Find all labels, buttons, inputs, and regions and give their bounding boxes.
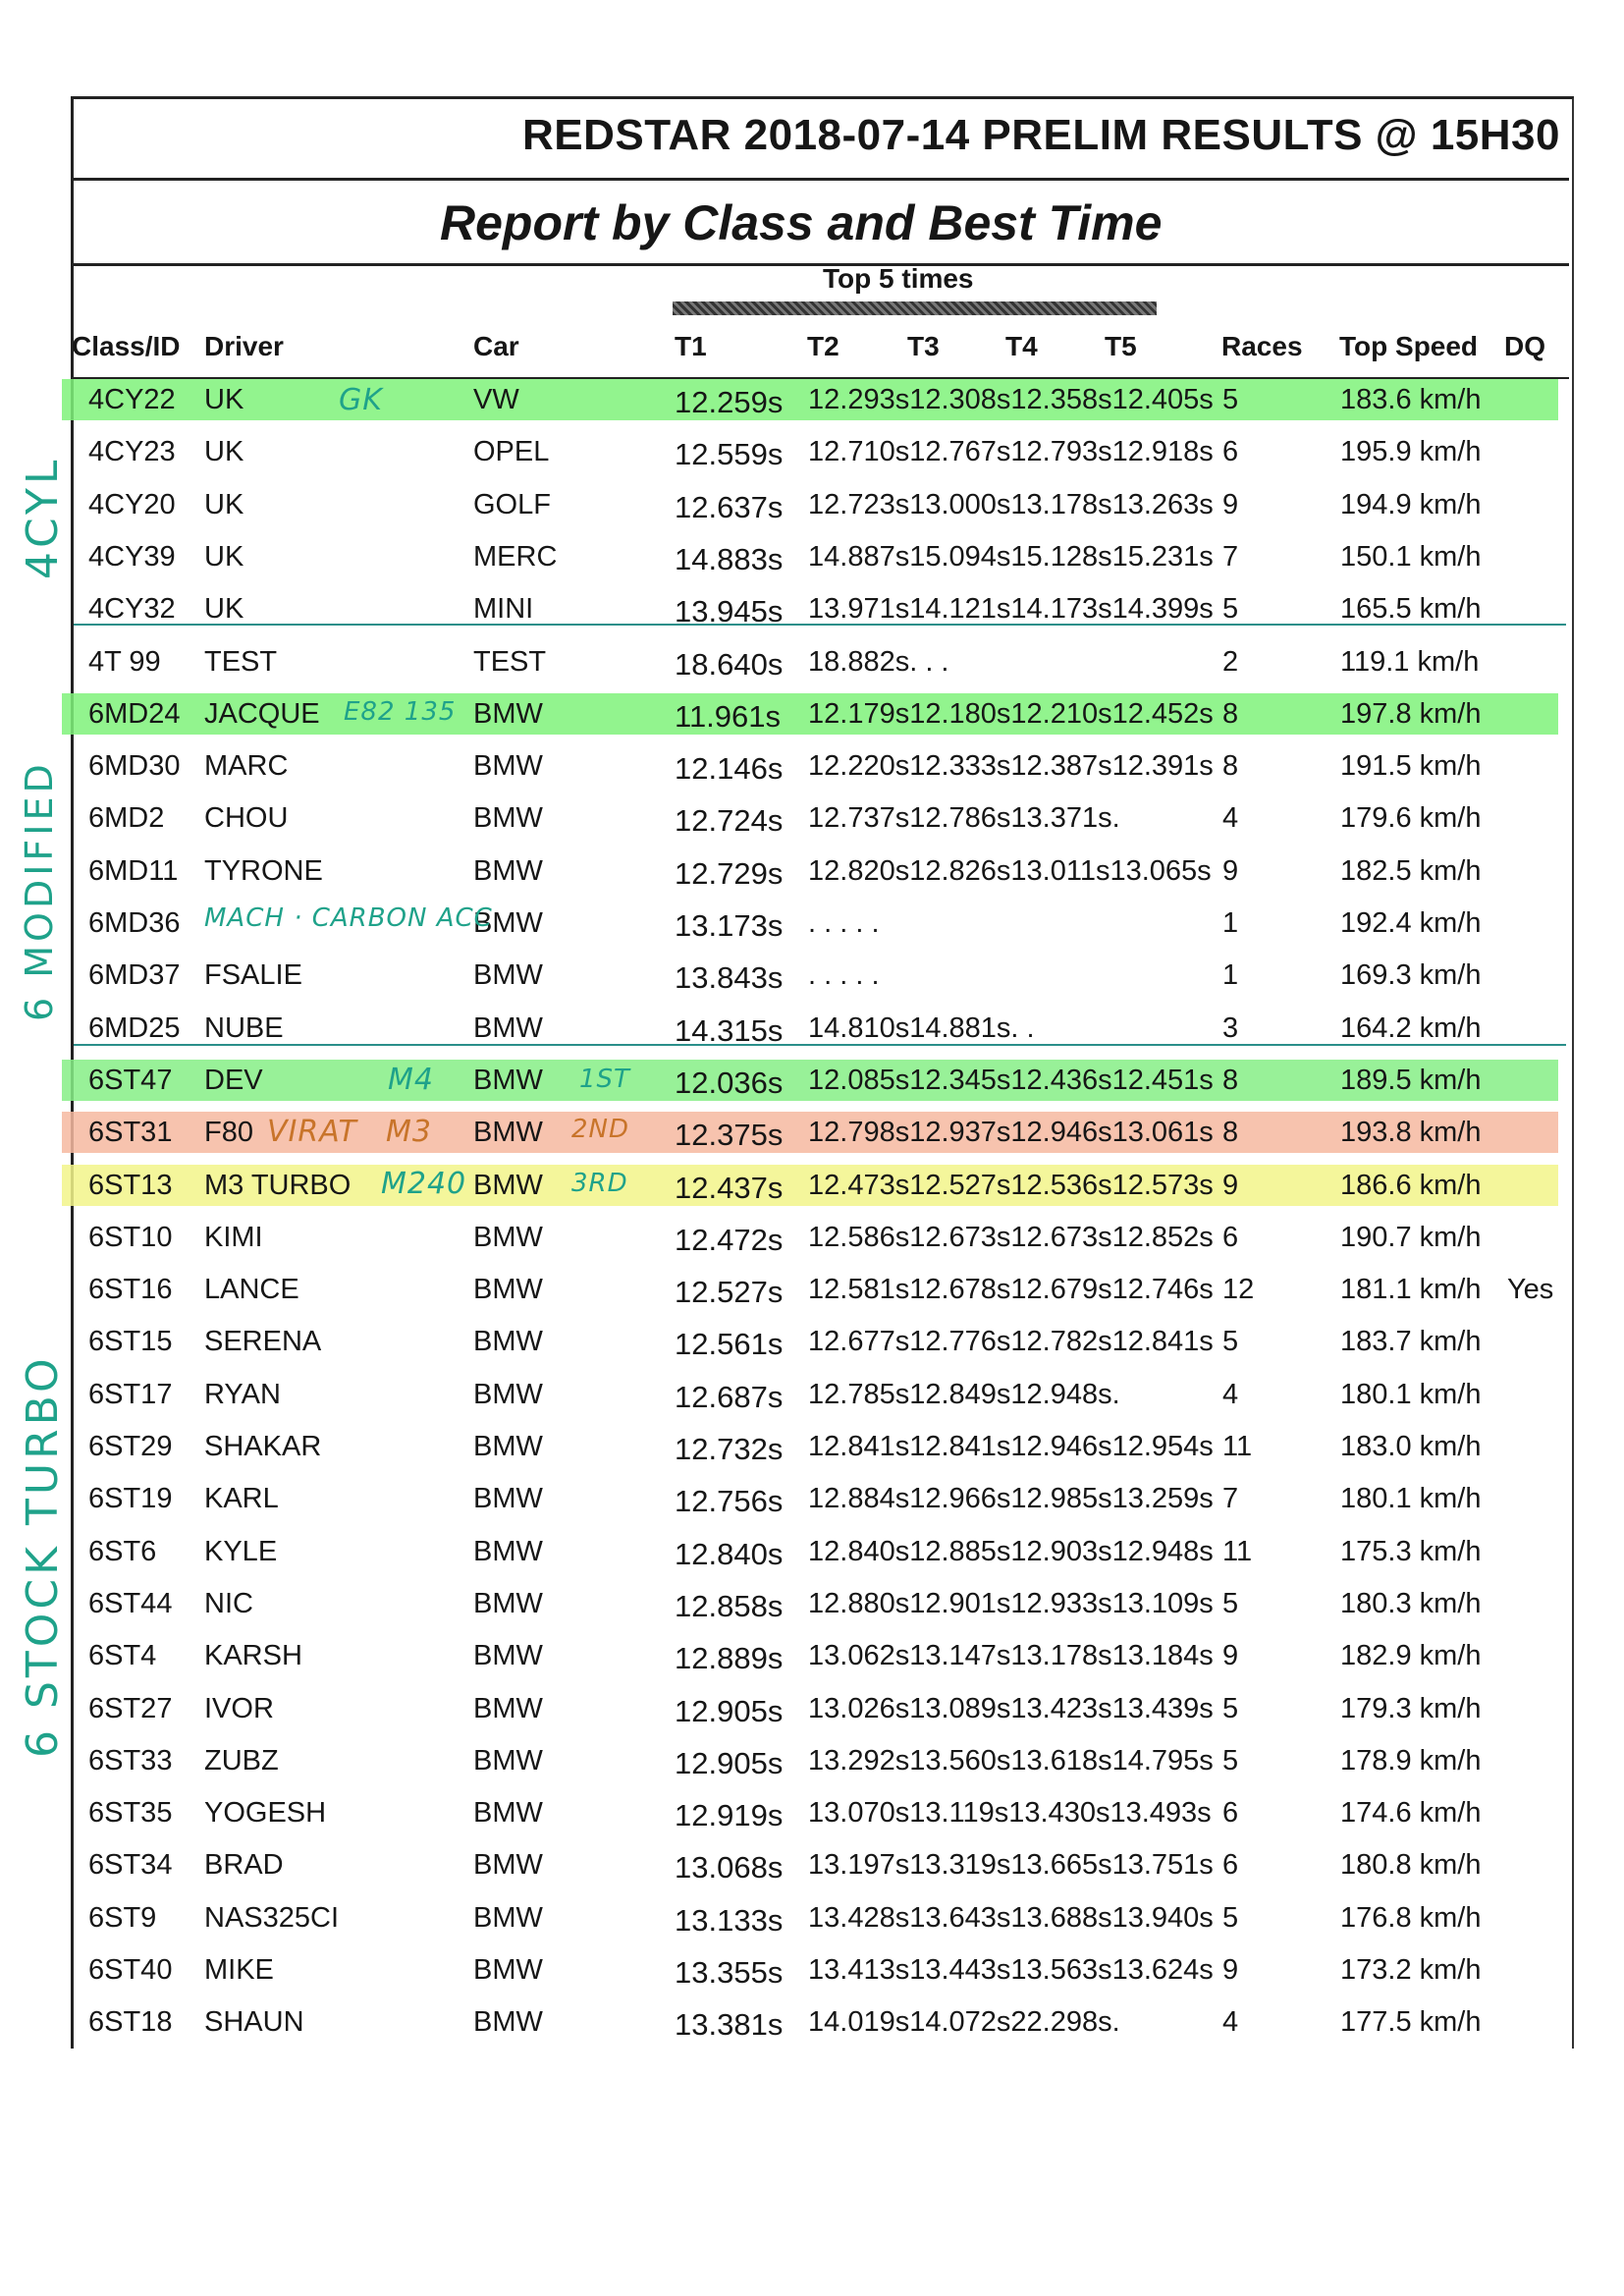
cell-driver: SHAUN — [204, 2006, 304, 2039]
cell-car: GOLF — [473, 488, 551, 520]
side-note-4cyl: 4CYL — [18, 456, 68, 579]
table-row — [74, 1264, 1566, 1315]
cell-car: BMW — [473, 907, 543, 939]
cell-t2-t5: 13.062s13.147s13.178s13.184s — [808, 1640, 1214, 1672]
note-m240: M240 — [381, 1167, 467, 1201]
cell-top-speed: 173.2 km/h — [1340, 1954, 1482, 1986]
table-row — [74, 531, 1566, 582]
cell-races: 8 — [1222, 1064, 1239, 1096]
col-t4: T4 — [1005, 331, 1038, 361]
cell-car: BMW — [473, 1011, 543, 1044]
cell-class-id: 4T 99 — [88, 645, 161, 678]
table-row — [74, 426, 1566, 477]
cell-class-id: 4CY20 — [88, 488, 176, 520]
cell-t2-t5: 14.019s14.072s22.298s. — [808, 2006, 1120, 2039]
table-row — [74, 1683, 1566, 1734]
cell-top-speed: 180.8 km/h — [1340, 1849, 1482, 1882]
cell-car: BMW — [473, 1744, 543, 1777]
cell-top-speed: 186.6 km/h — [1340, 1169, 1482, 1201]
cell-t2-t5: 13.292s13.560s13.618s14.795s — [808, 1744, 1214, 1777]
col-t3: T3 — [907, 331, 940, 361]
cell-class-id: 6ST19 — [88, 1483, 173, 1515]
cell-t2-t5: 12.677s12.776s12.782s12.841s — [808, 1326, 1214, 1358]
table-row — [74, 1421, 1566, 1472]
cell-t2-t5: 13.971s14.121s14.173s14.399s — [808, 593, 1214, 626]
cell-top-speed: 181.1 km/h — [1340, 1274, 1482, 1306]
cell-top-speed: 119.1 km/h — [1340, 645, 1480, 678]
cell-car: BMW — [473, 1640, 543, 1672]
cell-car: MINI — [473, 593, 534, 626]
table-row — [74, 1944, 1566, 1995]
cell-t1: 13.355s — [675, 1955, 784, 1990]
cell-top-speed: 190.7 km/h — [1340, 1221, 1482, 1253]
cell-t2-t5: 12.473s12.527s12.536s12.573s — [808, 1169, 1214, 1201]
cell-car: OPEL — [473, 436, 550, 468]
cell-class-id: 4CY32 — [88, 593, 176, 626]
cell-top-speed: 194.9 km/h — [1340, 488, 1482, 520]
cell-t2-t5: 12.737s12.786s13.371s. — [808, 802, 1120, 835]
cell-t2-t5: . . . . . — [808, 959, 880, 992]
cell-races: 1 — [1222, 959, 1239, 992]
cell-driver: UK — [204, 436, 244, 468]
col-top-speed: Top Speed — [1339, 331, 1479, 361]
table-row — [74, 1316, 1566, 1367]
cell-races: 7 — [1222, 1483, 1239, 1515]
cell-races: 5 — [1222, 1744, 1239, 1777]
cell-driver: CHOU — [204, 802, 289, 835]
cell-races: 9 — [1222, 488, 1239, 520]
cell-races: 8 — [1222, 750, 1239, 783]
cell-t1: 12.637s — [675, 489, 784, 524]
cell-races: 2 — [1222, 645, 1239, 678]
cell-t2-t5: 12.586s12.673s12.673s12.852s — [808, 1221, 1214, 1253]
cell-races: 11 — [1222, 1431, 1253, 1462]
table-row — [74, 479, 1566, 530]
note-first: 1ST — [579, 1065, 630, 1094]
cell-class-id: 6ST18 — [88, 2006, 173, 2039]
table-row — [74, 1787, 1566, 1838]
cell-t1: 13.381s — [675, 2007, 784, 2043]
table-row — [74, 740, 1566, 792]
note-virat: VIRAT — [267, 1115, 357, 1149]
cell-car: BMW — [473, 1064, 543, 1096]
page-title: REDSTAR 2018-07-14 PRELIM RESULTS @ 15H30 — [522, 111, 1560, 159]
table-row — [74, 1996, 1566, 2048]
col-races: Races — [1221, 331, 1303, 361]
cell-t2-t5: 12.293s12.308s12.358s12.405s — [808, 384, 1214, 415]
cell-t2-t5: 12.220s12.333s12.387s12.391s — [808, 750, 1214, 783]
cell-top-speed: 182.9 km/h — [1340, 1640, 1482, 1672]
table-row — [74, 1212, 1566, 1263]
cell-races: 5 — [1222, 1901, 1239, 1934]
cell-top-speed: 180.1 km/h — [1340, 1483, 1482, 1515]
cell-car: BMW — [473, 1483, 543, 1515]
cell-class-id: 6ST35 — [88, 1797, 173, 1830]
cell-top-speed: 195.9 km/h — [1340, 436, 1482, 468]
cell-class-id: 6ST6 — [88, 1535, 157, 1567]
side-note-6-stock-turbo: 6 STOCK TURBO — [18, 1354, 68, 1758]
table-row — [74, 1578, 1566, 1629]
cell-car: BMW — [473, 959, 543, 992]
cell-class-id: 4CY39 — [88, 540, 176, 573]
cell-car: BMW — [473, 2006, 543, 2039]
cell-class-id: 6ST15 — [88, 1326, 173, 1358]
side-note-6-modified: 6 MODIFIED — [18, 760, 61, 1021]
cell-t1: 12.889s — [675, 1641, 784, 1676]
cell-t1: 12.527s — [675, 1275, 784, 1310]
cell-class-id: 6ST47 — [88, 1064, 173, 1096]
cell-car: BMW — [473, 1954, 543, 1986]
cell-car: BMW — [473, 1431, 543, 1462]
cell-t1: 13.945s — [675, 594, 784, 629]
cell-driver: SERENA — [204, 1326, 322, 1358]
cell-t1: 12.858s — [675, 1588, 784, 1623]
cell-driver: NIC — [204, 1587, 253, 1619]
cell-top-speed: 174.6 km/h — [1340, 1797, 1482, 1830]
cell-driver: TYRONE — [204, 854, 323, 887]
subtitle-divider — [71, 263, 1569, 266]
cell-top-speed: 183.6 km/h — [1340, 384, 1482, 415]
cell-top-speed: 197.8 km/h — [1340, 697, 1482, 730]
cell-t1: 12.259s — [675, 385, 784, 419]
cell-t2-t5: 12.841s12.841s12.946s12.954s — [808, 1431, 1214, 1462]
cell-driver: MIKE — [204, 1954, 274, 1986]
cell-t1: 12.559s — [675, 437, 784, 472]
cell-t2-t5: 12.179s12.180s12.210s12.452s — [808, 697, 1214, 730]
table-row — [74, 583, 1566, 634]
note-m4: M4 — [388, 1063, 434, 1097]
cell-t2-t5: 12.710s12.767s12.793s12.918s — [808, 436, 1214, 468]
note-third: 3RD — [571, 1169, 628, 1198]
cell-car: BMW — [473, 1169, 543, 1201]
cell-t1: 11.961s — [675, 698, 782, 734]
note-mach: MACH · CARBON ACC — [204, 903, 493, 933]
cell-t1: 14.883s — [675, 541, 784, 576]
cell-car: MERC — [473, 540, 558, 573]
cell-class-id: 6MD25 — [88, 1011, 181, 1044]
cell-driver: ZUBZ — [204, 1744, 279, 1777]
cell-class-id: 4CY22 — [88, 384, 176, 415]
col-dq: DQ — [1504, 331, 1545, 361]
cell-t1: 12.561s — [675, 1327, 784, 1362]
cell-top-speed: 177.5 km/h — [1340, 2006, 1482, 2039]
cell-races: 9 — [1222, 1169, 1239, 1201]
cell-top-speed: 178.9 km/h — [1340, 1744, 1482, 1777]
cell-t2-t5: 12.798s12.937s12.946s13.061s — [808, 1117, 1214, 1149]
cell-t2-t5: 12.085s12.345s12.436s12.451s — [808, 1064, 1214, 1096]
cell-class-id: 6ST40 — [88, 1954, 173, 1986]
cell-races: 6 — [1222, 1221, 1239, 1253]
cell-races: 5 — [1222, 1692, 1239, 1724]
table-row — [74, 636, 1566, 687]
cell-class-id: 6ST17 — [88, 1378, 173, 1410]
cell-t2-t5: 14.810s14.881s. . — [808, 1011, 1035, 1044]
col-t2: T2 — [807, 331, 839, 361]
cell-races: 4 — [1222, 2006, 1239, 2039]
cell-races: 9 — [1222, 1954, 1239, 1986]
cell-car: BMW — [473, 697, 543, 730]
cell-t1: 12.756s — [675, 1484, 784, 1519]
cell-top-speed: 165.5 km/h — [1340, 593, 1482, 626]
cell-car: BMW — [473, 1221, 543, 1253]
cell-class-id: 6ST29 — [88, 1431, 173, 1462]
cell-t1: 12.375s — [675, 1118, 784, 1153]
cell-t1: 13.843s — [675, 960, 784, 996]
cell-races: 9 — [1222, 1640, 1239, 1672]
cell-driver: TEST — [204, 645, 278, 678]
table-row — [74, 1892, 1566, 1943]
table-row — [74, 1369, 1566, 1420]
cell-driver: SHAKAR — [204, 1431, 322, 1462]
cell-car: BMW — [473, 1901, 543, 1934]
cell-driver: UK — [204, 488, 244, 520]
cell-races: 11 — [1222, 1535, 1253, 1567]
table-row — [74, 1839, 1566, 1890]
cell-top-speed: 180.1 km/h — [1340, 1378, 1482, 1410]
cell-class-id: 6ST10 — [88, 1221, 173, 1253]
cell-races: 5 — [1222, 1326, 1239, 1358]
cell-driver: KARL — [204, 1483, 279, 1515]
cell-top-speed: 192.4 km/h — [1340, 907, 1482, 939]
cell-races: 9 — [1222, 854, 1239, 887]
cell-t2-t5: 12.820s12.826s13.011s13.065s — [808, 854, 1212, 887]
cell-t1: 12.919s — [675, 1798, 784, 1833]
cell-class-id: 6ST13 — [88, 1169, 173, 1201]
cell-driver: KIMI — [204, 1221, 263, 1253]
cell-class-id: 6MD30 — [88, 750, 181, 783]
cell-car: BMW — [473, 802, 543, 835]
top5-bar — [673, 301, 1157, 315]
title-divider — [71, 178, 1569, 181]
cell-top-speed: 183.7 km/h — [1340, 1326, 1482, 1358]
col-car: Car — [473, 331, 519, 361]
cell-driver: M3 TURBO — [204, 1169, 352, 1201]
table-row — [74, 1630, 1566, 1681]
cell-t2-t5: . . . . . — [808, 907, 880, 939]
cell-races: 7 — [1222, 540, 1239, 573]
cell-races: 5 — [1222, 384, 1239, 415]
cell-top-speed: 189.5 km/h — [1340, 1064, 1482, 1096]
cell-driver: UK — [204, 384, 244, 415]
cell-races: 8 — [1222, 697, 1239, 730]
report-subtitle: Report by Class and Best Time — [440, 195, 1163, 250]
cell-driver: KARSH — [204, 1640, 302, 1672]
cell-top-speed: 182.5 km/h — [1340, 854, 1482, 887]
cell-driver: NAS325CI — [204, 1901, 340, 1934]
cell-car: BMW — [473, 1692, 543, 1724]
cell-top-speed: 176.8 km/h — [1340, 1901, 1482, 1934]
cell-t1: 18.640s — [675, 646, 784, 682]
cell-top-speed: 193.8 km/h — [1340, 1117, 1482, 1149]
cell-t1: 12.437s — [675, 1170, 784, 1205]
table-row — [74, 1526, 1566, 1577]
table-row — [74, 793, 1566, 844]
cell-t1: 12.840s — [675, 1536, 784, 1571]
note-second: 2ND — [571, 1115, 630, 1144]
cell-driver: UK — [204, 540, 244, 573]
cell-t1: 12.472s — [675, 1222, 784, 1257]
cell-driver: NUBE — [204, 1011, 284, 1044]
cell-t1: 13.173s — [675, 908, 784, 943]
note-e82: E82 135 — [344, 697, 457, 727]
table-row — [74, 374, 1566, 425]
cell-t2-t5: 12.581s12.678s12.679s12.746s — [808, 1274, 1214, 1306]
table-row — [74, 846, 1566, 897]
cell-class-id: 6ST33 — [88, 1744, 173, 1777]
cell-class-id: 6MD36 — [88, 907, 181, 939]
cell-class-id: 6ST34 — [88, 1849, 173, 1882]
cell-driver: UK — [204, 593, 244, 626]
cell-t2-t5: 12.840s12.885s12.903s12.948s — [808, 1535, 1214, 1567]
cell-driver: DEV — [204, 1064, 263, 1096]
cell-driver: F80 — [204, 1117, 253, 1149]
cell-top-speed: 191.5 km/h — [1340, 750, 1482, 783]
cell-t2-t5: 12.880s12.901s12.933s13.109s — [808, 1587, 1214, 1619]
cell-car: BMW — [473, 1326, 543, 1358]
cell-t1: 13.068s — [675, 1850, 784, 1886]
cell-car: VW — [473, 384, 519, 415]
cell-races: 6 — [1222, 436, 1239, 468]
cell-t2-t5: 13.197s13.319s13.665s13.751s — [808, 1849, 1214, 1882]
cell-class-id: 6MD2 — [88, 802, 165, 835]
cell-races: 1 — [1222, 907, 1239, 939]
cell-class-id: 6ST44 — [88, 1587, 173, 1619]
cell-driver: YOGESH — [204, 1797, 327, 1830]
cell-car: TEST — [473, 645, 547, 678]
cell-top-speed: 180.3 km/h — [1340, 1587, 1482, 1619]
cell-t2-t5: 18.882s. . . — [808, 645, 949, 678]
cell-races: 6 — [1222, 1849, 1239, 1882]
cell-driver: BRAD — [204, 1849, 284, 1882]
cell-t1: 13.133s — [675, 1902, 784, 1938]
cell-races: 4 — [1222, 1378, 1239, 1410]
cell-t2-t5: 12.785s12.849s12.948s. — [808, 1378, 1120, 1410]
col-t1: T1 — [675, 331, 707, 361]
col-driver: Driver — [204, 331, 284, 361]
cell-top-speed: 164.2 km/h — [1340, 1011, 1482, 1044]
cell-car: BMW — [473, 1274, 543, 1306]
cell-driver: LANCE — [204, 1274, 299, 1306]
cell-class-id: 6ST31 — [88, 1117, 173, 1149]
cell-dq: Yes — [1507, 1274, 1554, 1306]
cell-races: 8 — [1222, 1117, 1239, 1149]
col-t5: T5 — [1105, 331, 1137, 361]
table-row — [74, 1473, 1566, 1524]
cell-class-id: 6ST4 — [88, 1640, 157, 1672]
cell-races: 12 — [1222, 1274, 1255, 1306]
cell-driver: RYAN — [204, 1378, 281, 1410]
cell-top-speed: 150.1 km/h — [1340, 540, 1482, 573]
cell-t2-t5: 13.026s13.089s13.423s13.439s — [808, 1692, 1214, 1724]
cell-t2-t5: 12.884s12.966s12.985s13.259s — [808, 1483, 1214, 1515]
cell-races: 6 — [1222, 1797, 1239, 1830]
cell-class-id: 6MD24 — [88, 697, 181, 730]
cell-t1: 12.687s — [675, 1379, 784, 1414]
cell-car: BMW — [473, 1378, 543, 1410]
cell-driver: FSALIE — [204, 959, 302, 992]
cell-t1: 12.146s — [675, 751, 784, 787]
cell-car: BMW — [473, 1117, 543, 1149]
cell-t2-t5: 12.723s13.000s13.178s13.263s — [808, 488, 1214, 520]
cell-t1: 12.724s — [675, 803, 784, 839]
cell-car: BMW — [473, 1535, 543, 1567]
class-separator — [74, 624, 1566, 626]
cell-driver: IVOR — [204, 1692, 274, 1724]
cell-t2-t5: 13.428s13.643s13.688s13.940s — [808, 1901, 1214, 1934]
cell-class-id: 6ST9 — [88, 1901, 157, 1934]
cell-races: 5 — [1222, 593, 1239, 626]
cell-races: 3 — [1222, 1011, 1239, 1044]
table-row — [74, 1055, 1566, 1106]
cell-races: 4 — [1222, 802, 1239, 835]
col-class-id: Class/ID — [72, 331, 181, 361]
cell-t1: 12.905s — [675, 1745, 784, 1780]
note-m3: M3 — [386, 1115, 432, 1149]
cell-driver: MARC — [204, 750, 289, 783]
cell-top-speed: 179.3 km/h — [1340, 1692, 1482, 1724]
cell-t1: 12.036s — [675, 1065, 784, 1100]
cell-class-id: 6ST27 — [88, 1692, 173, 1724]
note-gk: GK — [339, 383, 383, 417]
cell-class-id: 6ST16 — [88, 1274, 173, 1306]
cell-races: 5 — [1222, 1587, 1239, 1619]
cell-class-id: 6MD11 — [88, 854, 179, 887]
table-row — [74, 688, 1566, 739]
cell-car: BMW — [473, 854, 543, 887]
cell-car: BMW — [473, 1797, 543, 1830]
cell-top-speed: 179.6 km/h — [1340, 802, 1482, 835]
cell-t2-t5: 13.413s13.443s13.563s13.624s — [808, 1954, 1214, 1986]
cell-t1: 12.732s — [675, 1432, 784, 1466]
class-separator — [74, 1044, 1566, 1046]
cell-t1: 12.905s — [675, 1693, 784, 1728]
cell-driver: JACQUE — [204, 697, 320, 730]
top5-label: Top 5 times — [823, 263, 974, 294]
cell-t2-t5: 14.887s15.094s15.128s15.231s — [808, 540, 1214, 573]
cell-top-speed: 183.0 km/h — [1340, 1431, 1482, 1462]
cell-driver: KYLE — [204, 1535, 278, 1567]
cell-t1: 14.315s — [675, 1012, 784, 1048]
cell-t2-t5: 13.070s13.119s13.430s13.493s — [808, 1797, 1212, 1830]
table-row — [74, 950, 1566, 1001]
cell-class-id: 4CY23 — [88, 436, 176, 468]
cell-car: BMW — [473, 1849, 543, 1882]
cell-top-speed: 175.3 km/h — [1340, 1535, 1482, 1567]
cell-class-id: 6MD37 — [88, 959, 181, 992]
cell-t1: 12.729s — [675, 855, 784, 891]
cell-car: BMW — [473, 1587, 543, 1619]
table-row — [74, 1160, 1566, 1211]
cell-car: BMW — [473, 750, 543, 783]
table-row — [74, 1735, 1566, 1786]
cell-top-speed: 169.3 km/h — [1340, 959, 1482, 992]
